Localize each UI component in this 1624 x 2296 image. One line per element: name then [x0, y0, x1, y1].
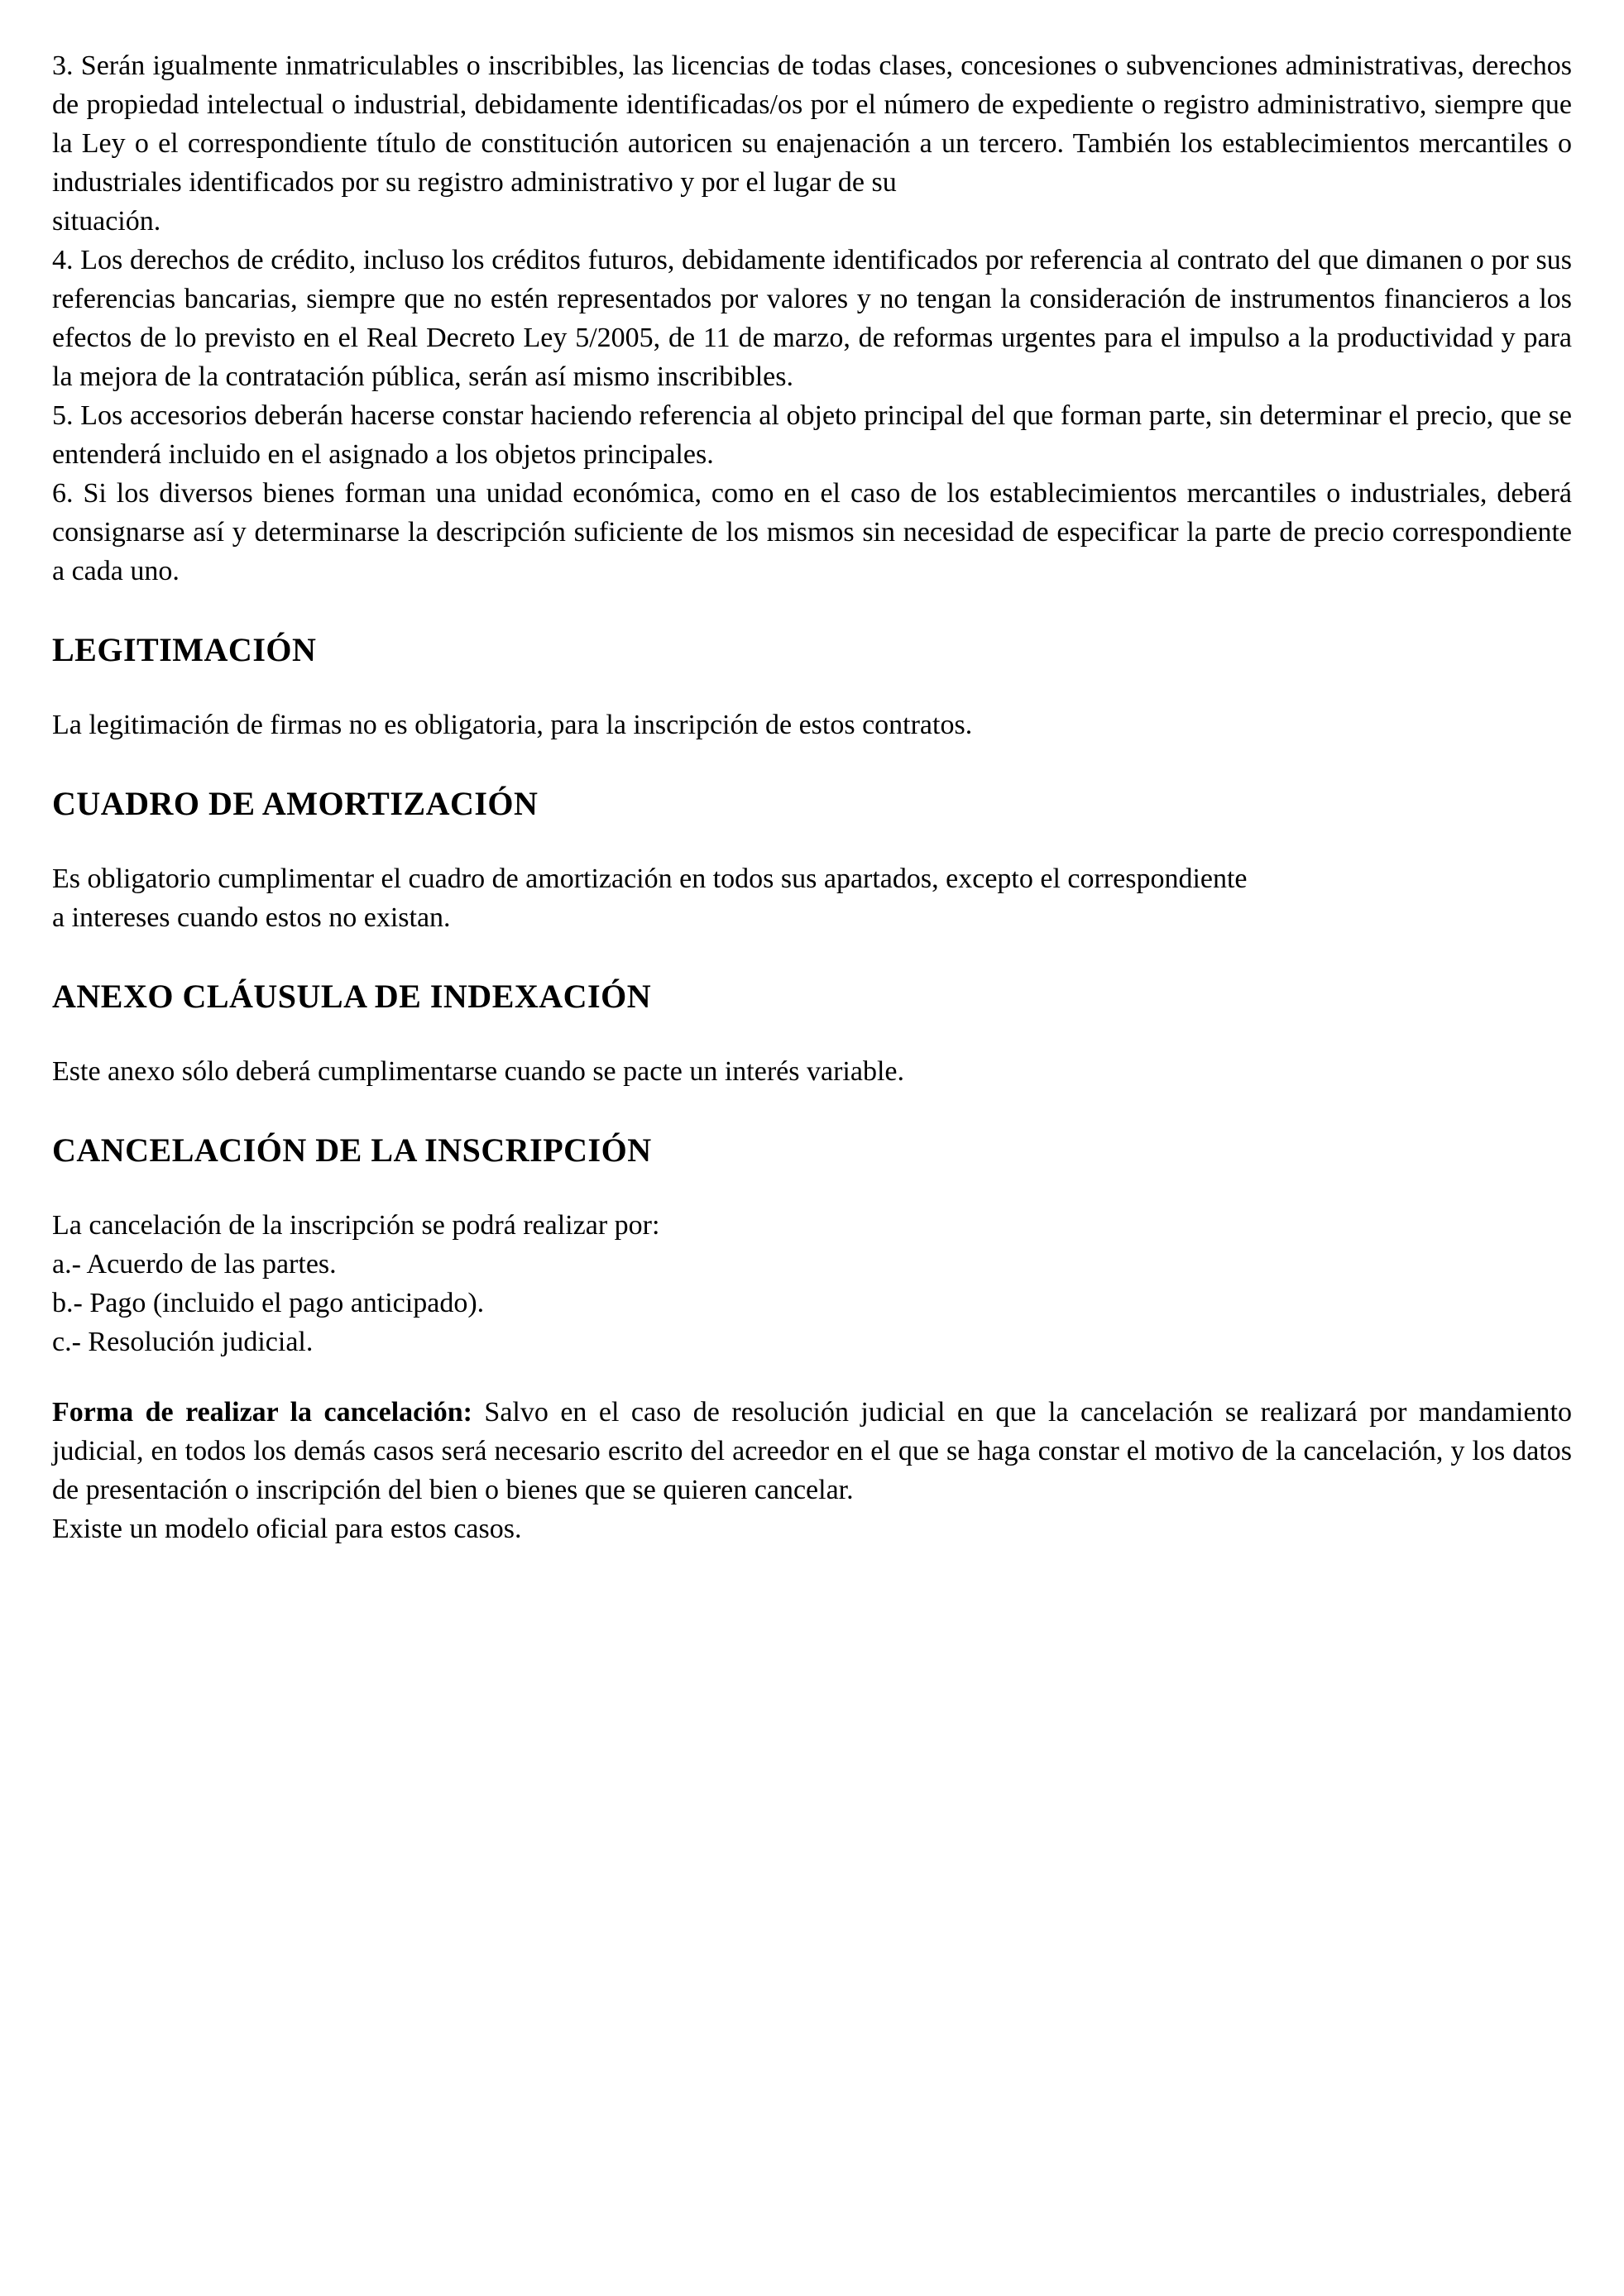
cancelacion-list [52, 1245, 1572, 1361]
forma-cancelacion-note: Existe un modelo oficial para estos casos. [52, 1514, 522, 1544]
heading-cuadro-de-amortizacion: CUADRO DE AMORTIZACIÓN [52, 785, 539, 822]
heading-legitimacion: LEGITIMACIÓN [52, 631, 317, 668]
paragraph-item-3-text: 3. Serán igualmente inmatriculables o inscribibles, las licencias de todas clases, concesiones o subvenciones administrativas, derechos de propiedad intelectual o industrial, debidamente identificadas/os por el número de expediente o registro administrativo, siempre que la Ley o el correspondiente título de constitución autoricen su enajenación a un tercero. También los establecimientos mercantiles o industriales identificados por su registro administrativo y por el lugar de su [52, 50, 1572, 198]
forma-cancelacion-text: Salvo en el caso de resolución judicial en que la cancelación se realizará por mandamiento judicial, en todos los demás casos será necesario escrito del acreedor en el que se haga constar el motivo de la cancelación, y los datos de presentación o inscripción del bien o bienes que se quieren cancelar. [52, 1397, 1572, 1505]
paragraph-item-5: 5. Los accesorios deberán hacerse constar haciendo referencia al objeto principal del que forman parte, sin determinar el precio, que se entenderá incluido en el asignado a los objetos principales. [52, 400, 1572, 470]
anexo-body: Este anexo sólo deberá cumplimentarse cuando se pacte un interés variable. [52, 1056, 904, 1087]
legitimacion-body: La legitimación de firmas no es obligatoria, para la inscripción de estos contratos. [52, 710, 973, 740]
cuadro-body-line1: Es obligatorio cumplimentar el cuadro de amortización en todos sus apartados, excepto el correspondiente [52, 863, 1248, 894]
document-body [52, 46, 1572, 1548]
heading-cancelacion-inscripcion: CANCELACIÓN DE LA INSCRIPCIÓN [52, 1131, 652, 1169]
paragraph-item-3 [52, 46, 1572, 241]
cancelacion-intro: La cancelación de la inscripción se podrá realizar por: [52, 1210, 660, 1241]
cuadro-body-line2: a intereses cuando estos no existan. [52, 902, 451, 933]
paragraph-item-6: 6. Si los diversos bienes forman una unidad económica, como en el caso de los establecimientos mercantiles o industriales, deberá consignarse así y determinarse la descripción suficiente de los mismos sin necesidad de especificar la parte de precio correspondiente a cada uno. [52, 478, 1572, 586]
forma-cancelacion-label: Forma de realizar la cancelación: [52, 1397, 472, 1428]
list-item-c: c.- Resolución judicial. [52, 1327, 314, 1357]
paragraph-item-3-lastline: situación. [52, 206, 161, 237]
list-item-b: b.- Pago (incluido el pago anticipado). [52, 1288, 485, 1318]
cuadro-body [52, 859, 1572, 937]
heading-anexo-clausula-indexacion: ANEXO CLÁUSULA DE INDEXACIÓN [52, 978, 652, 1015]
forma-cancelacion-paragraph [52, 1393, 1572, 1509]
list-item-a: a.- Acuerdo de las partes. [52, 1249, 337, 1280]
paragraph-item-4: 4. Los derechos de crédito, incluso los créditos futuros, debidamente identificados por referencia al contrato del que dimanen o por sus referencias bancarias, siempre que no estén representados por valores y no tengan la consideración de instrumentos financieros a los efectos de lo previsto en el Real Decreto Ley 5/2005, de 11 de marzo, de reformas urgentes para el impulso a la productividad y para la mejora de la contratación pública, serán así mismo inscribibles. [52, 245, 1572, 392]
